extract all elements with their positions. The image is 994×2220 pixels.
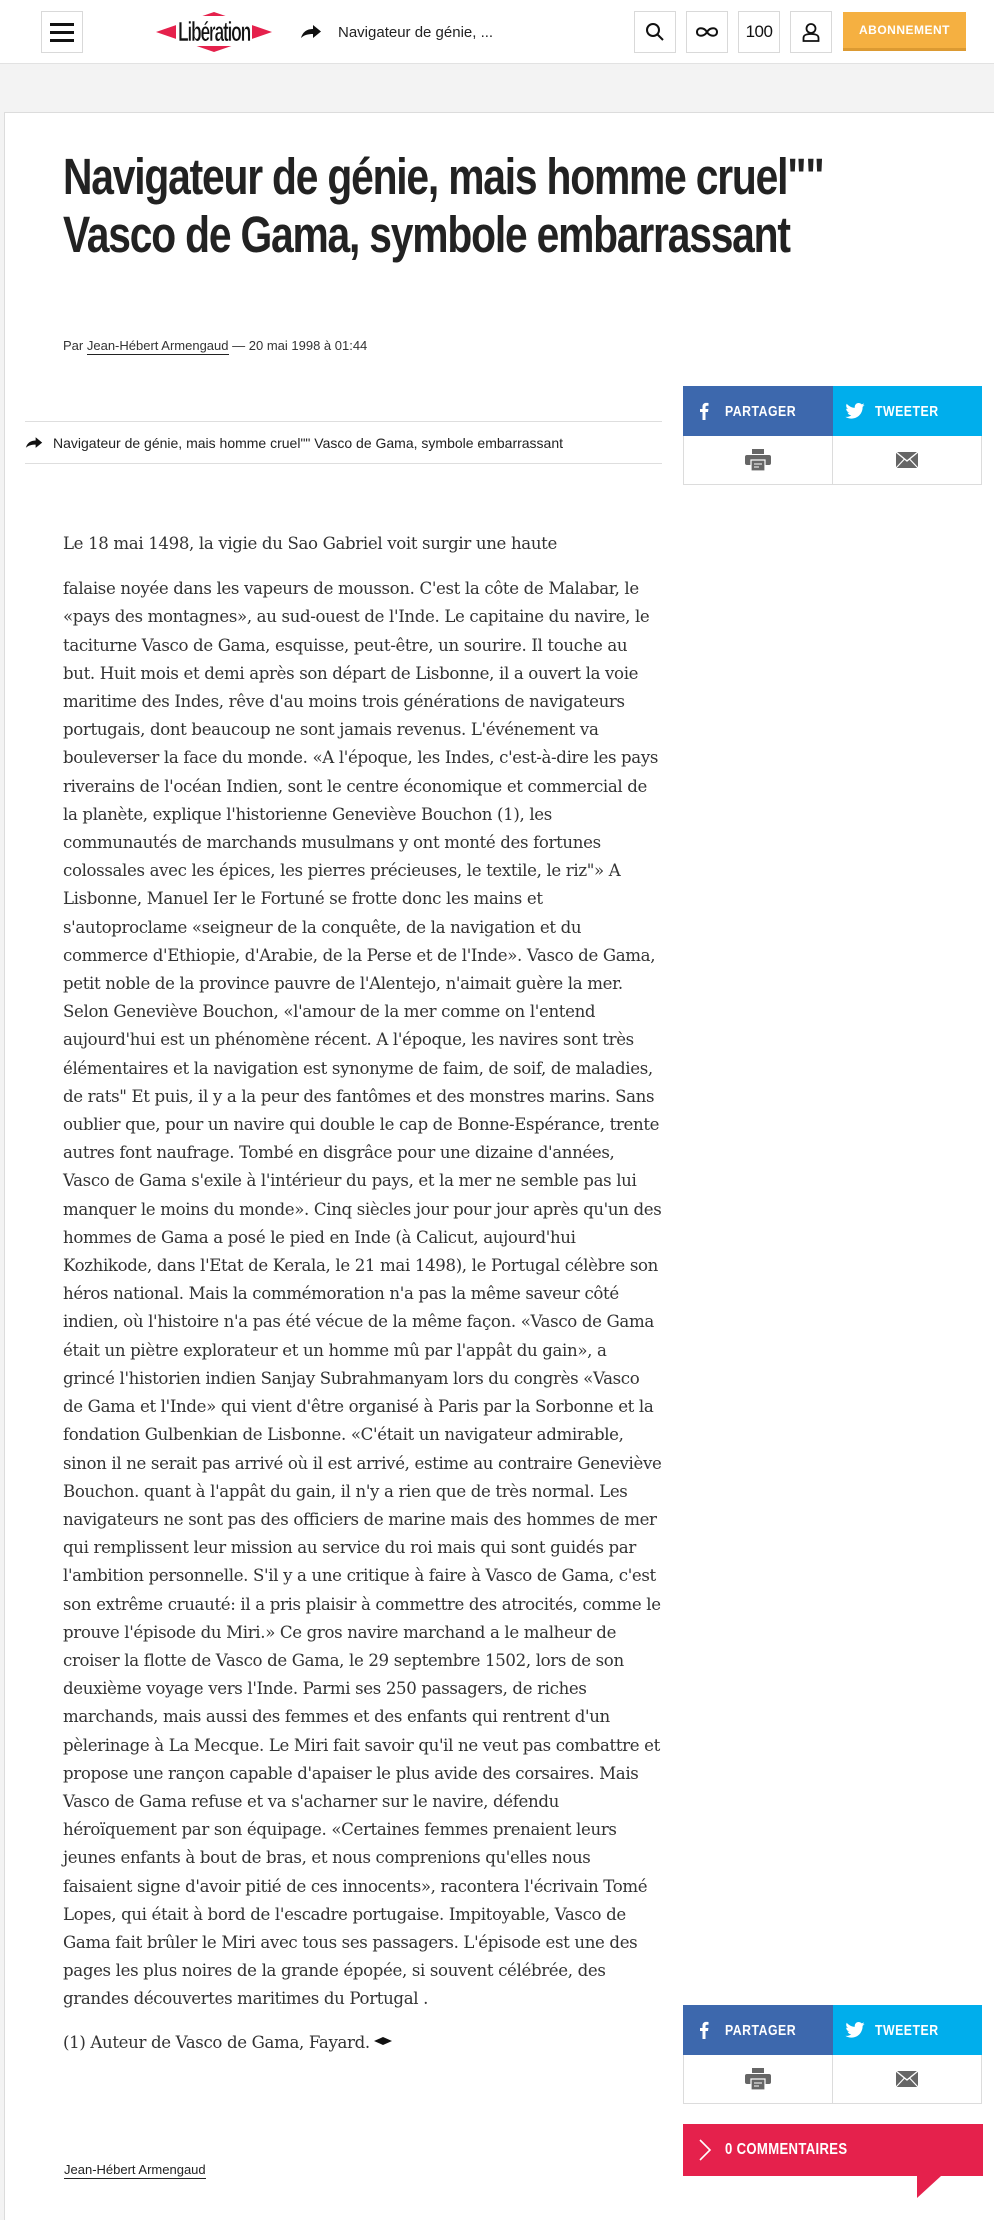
share-arrow-icon — [25, 437, 43, 449]
menu-bar — [50, 39, 74, 42]
byline-prefix: Par — [63, 338, 84, 353]
share-block-top — [683, 386, 982, 485]
chevron-right-icon — [699, 2139, 711, 2161]
article-title: Navigateur de génie, mais homme cruel"" Vasco de Gama, symbole embarrassant — [63, 148, 824, 263]
user-icon — [801, 22, 821, 42]
facebook-share-label: PARTAGER — [725, 402, 797, 420]
end-of-article-icon — [374, 2037, 392, 2045]
infinity-icon — [694, 25, 720, 39]
print-button[interactable] — [684, 2055, 832, 2103]
facebook-icon — [699, 402, 709, 420]
site-header — [0, 0, 994, 64]
account-button[interactable] — [790, 11, 832, 53]
share-arrow-icon — [300, 25, 322, 39]
counter-label: 100 — [745, 22, 773, 41]
author-link[interactable]: Jean-Hébert Armengaud — [86, 338, 229, 353]
article-byline — [63, 338, 367, 353]
share-block-bottom — [683, 2005, 982, 2104]
article-footnote — [63, 2029, 663, 2057]
twitter-share-button[interactable] — [833, 2005, 982, 2055]
footnote-text: (1) Auteur de Vasco de Gama, Fayard. — [63, 2032, 370, 2052]
comments-button[interactable] — [683, 2124, 983, 2176]
printer-icon — [745, 449, 771, 471]
print-button[interactable] — [684, 436, 832, 484]
facebook-share-button[interactable] — [683, 386, 833, 436]
envelope-icon — [896, 452, 918, 468]
related-article-title: Navigateur de génie, mais homme cruel"" Vasco de Gama, symbole embarrassant — [53, 435, 564, 451]
hamburger-menu-button[interactable] — [41, 11, 83, 53]
breadcrumb-text: Navigateur de génie, ... — [338, 23, 494, 41]
menu-bar — [50, 23, 74, 26]
logo-icon — [156, 10, 272, 54]
facebook-share-label: PARTAGER — [725, 2021, 797, 2039]
facebook-share-button[interactable] — [683, 2005, 833, 2055]
liberation-logo[interactable] — [156, 10, 272, 54]
article-date: — 20 mai 1998 à 01:44 — [232, 338, 368, 353]
article-lead-paragraph: Le 18 mai 1498, la vigie du Sao Gabriel voit surgir une haute — [63, 534, 557, 553]
twitter-share-label: TWEETER — [875, 2021, 939, 2039]
infinity-button[interactable] — [686, 11, 728, 53]
email-button[interactable] — [832, 436, 981, 484]
subscribe-button[interactable]: ABONNEMENT — [843, 12, 966, 51]
twitter-share-label: TWEETER — [875, 402, 939, 420]
twitter-share-button[interactable] — [833, 386, 982, 436]
article-body — [63, 530, 663, 2057]
article-paragraph: falaise noyée dans les vapeurs de mousson. C'est la côte de Malabar, le «pays des montagnes», au sud-ouest de l'Inde. Le capitaine du navire, le taciturne Vasco de Gama, esquisse, peut-être, un sourire. Il touche au but. Huit mois et demi après son départ de Lisbonne, il a ouvert la voie maritime des Indes, rêve d'au moins trois générations de navigateurs portugais, dont beaucoup ne sont jamais revenus. L'événement va bouleverser la face du monde. «A l'époque, les Indes, c'est-à-dire les pays riverains de l'océan Indien, sont le centre économique et commercial de la planète, explique l'historienne Geneviève Bouchon (1), les communautés de marchands musulmans y ont monté des fortunes colossales avec les épices, les pierres précieuses, le textile, le riz"» A Lisbonne, Manuel Ier le Fortuné se frotte donc les mains et s'autoproclame «seigneur de la conquête, de la navigation et du commerce d'Ethiopie, d'Arabie, de la Perse et de l'Inde». Vasco de Gama, petit noble de la province pauvre de l'Alentejo, n'aimait guère la mer. Selon Geneviève Bouchon, «l'amour de la mer comme on l'entend aujourd'hui est un phénomène récent. A l'époque, les navires sont très élémentaires et la navigation est synonyme de faim, de soif, de maladies, de rats" Et puis, il y a la peur des fantômes et des monstres marins. Sans oublier que, pour un navire qui double le cap de Bonne-Espérance, trente autres font naufrage. Tombé en disgrâce pour une dizaine d'années, Vasco de Gama s'exile à l'intérieur du pays, et la mer ne semble pas lui manquer le moins du monde». Cinq siècles jour pour jour après qu'un des hommes de Gama a posé le pied en Inde (à Calicut, aujourd'hui Kozhikode, dans l'Etat de Kerala, le 21 mai 1498), le Portugal célèbre son héros national. Mais la commémoration n'a pas la même saveur côté indien, où l'histoire n'a pas été vécue de la même façon. «Vasco de Gama était un piètre explorateur et un homme mû par l'appât du gain», a grincé l'historien indien Sanjay Subrahmanyam lors du congrès «Vasco de Gama et l'Inde» qui vient d'être organisé à Paris par la Sorbonne et la fondation Gulbenkian de Lisbonne. «C'était un navigateur admirable, sinon il ne serait pas arrivé où il est arrivé, estime au contraire Geneviève Bouchon. quant à l'appât du gain, il n'y a rien que de très normal. Les navigateurs ne sont pas des officiers de marine mais des hommes de mer qui remplissent leur mission au service du roi mais qui sont guidés par l'ambition personnelle. S'il y a une critique à faire à Vasco de Gama, c'est son extrême cruauté: il a pris plaisir à commettre des atrocités, comme le prouve l'épisode du Miri.» Ce gros navire marchand a le malheur de croiser la flotte de Vasco de Gama, le 29 septembre 1502, lors de son deuxième voyage vers l'Inde. Parmi ses 250 passagers, de riches marchands, mais aussi des femmes et des enfants qui rentrent d'un pèlerinage à La Mecque. Le Miri fait savoir qu'il ne veut pas combattre et propose une rançon capable d'apaiser le plus avide des corsaires. Mais Vasco de Gama refuse et va s'acharner sur le navire, défendu héroïquement par son équipage. «Certaines femmes prenaient leurs jeunes enfants à bout de bras, et nous comprenions qu'elles nous faisaient signe d'avoir pitié de ces innocents», racontera l'écrivain Tomé Lopes, qui était à bord de l'escadre portugaise. Impitoyable, Vasco de Gama fait brûler le Miri avec tous ses passagers. L'épisode est une des pages les plus noires de la grande épopée, si souvent célébrée, des grandes découvertes maritimes du Portugal . — [63, 579, 662, 2009]
search-icon — [645, 22, 665, 42]
related-article-link[interactable] — [25, 421, 662, 464]
email-button[interactable] — [832, 2055, 981, 2103]
twitter-icon — [845, 2022, 865, 2038]
header-breadcrumb[interactable] — [300, 22, 493, 42]
menu-bar — [50, 31, 74, 34]
comments-label: 0 COMMENTAIRES — [725, 2141, 848, 2158]
comments-speech-tail — [917, 2176, 941, 2198]
envelope-icon — [896, 2071, 918, 2087]
counter-button[interactable] — [738, 11, 780, 53]
search-button[interactable] — [634, 11, 676, 53]
printer-icon — [745, 2068, 771, 2090]
footer-author-link[interactable]: Jean-Hébert Armengaud — [64, 2162, 206, 2177]
facebook-icon — [699, 2021, 709, 2039]
twitter-icon — [845, 403, 865, 419]
svg-text:Libération: Libération — [178, 16, 251, 47]
